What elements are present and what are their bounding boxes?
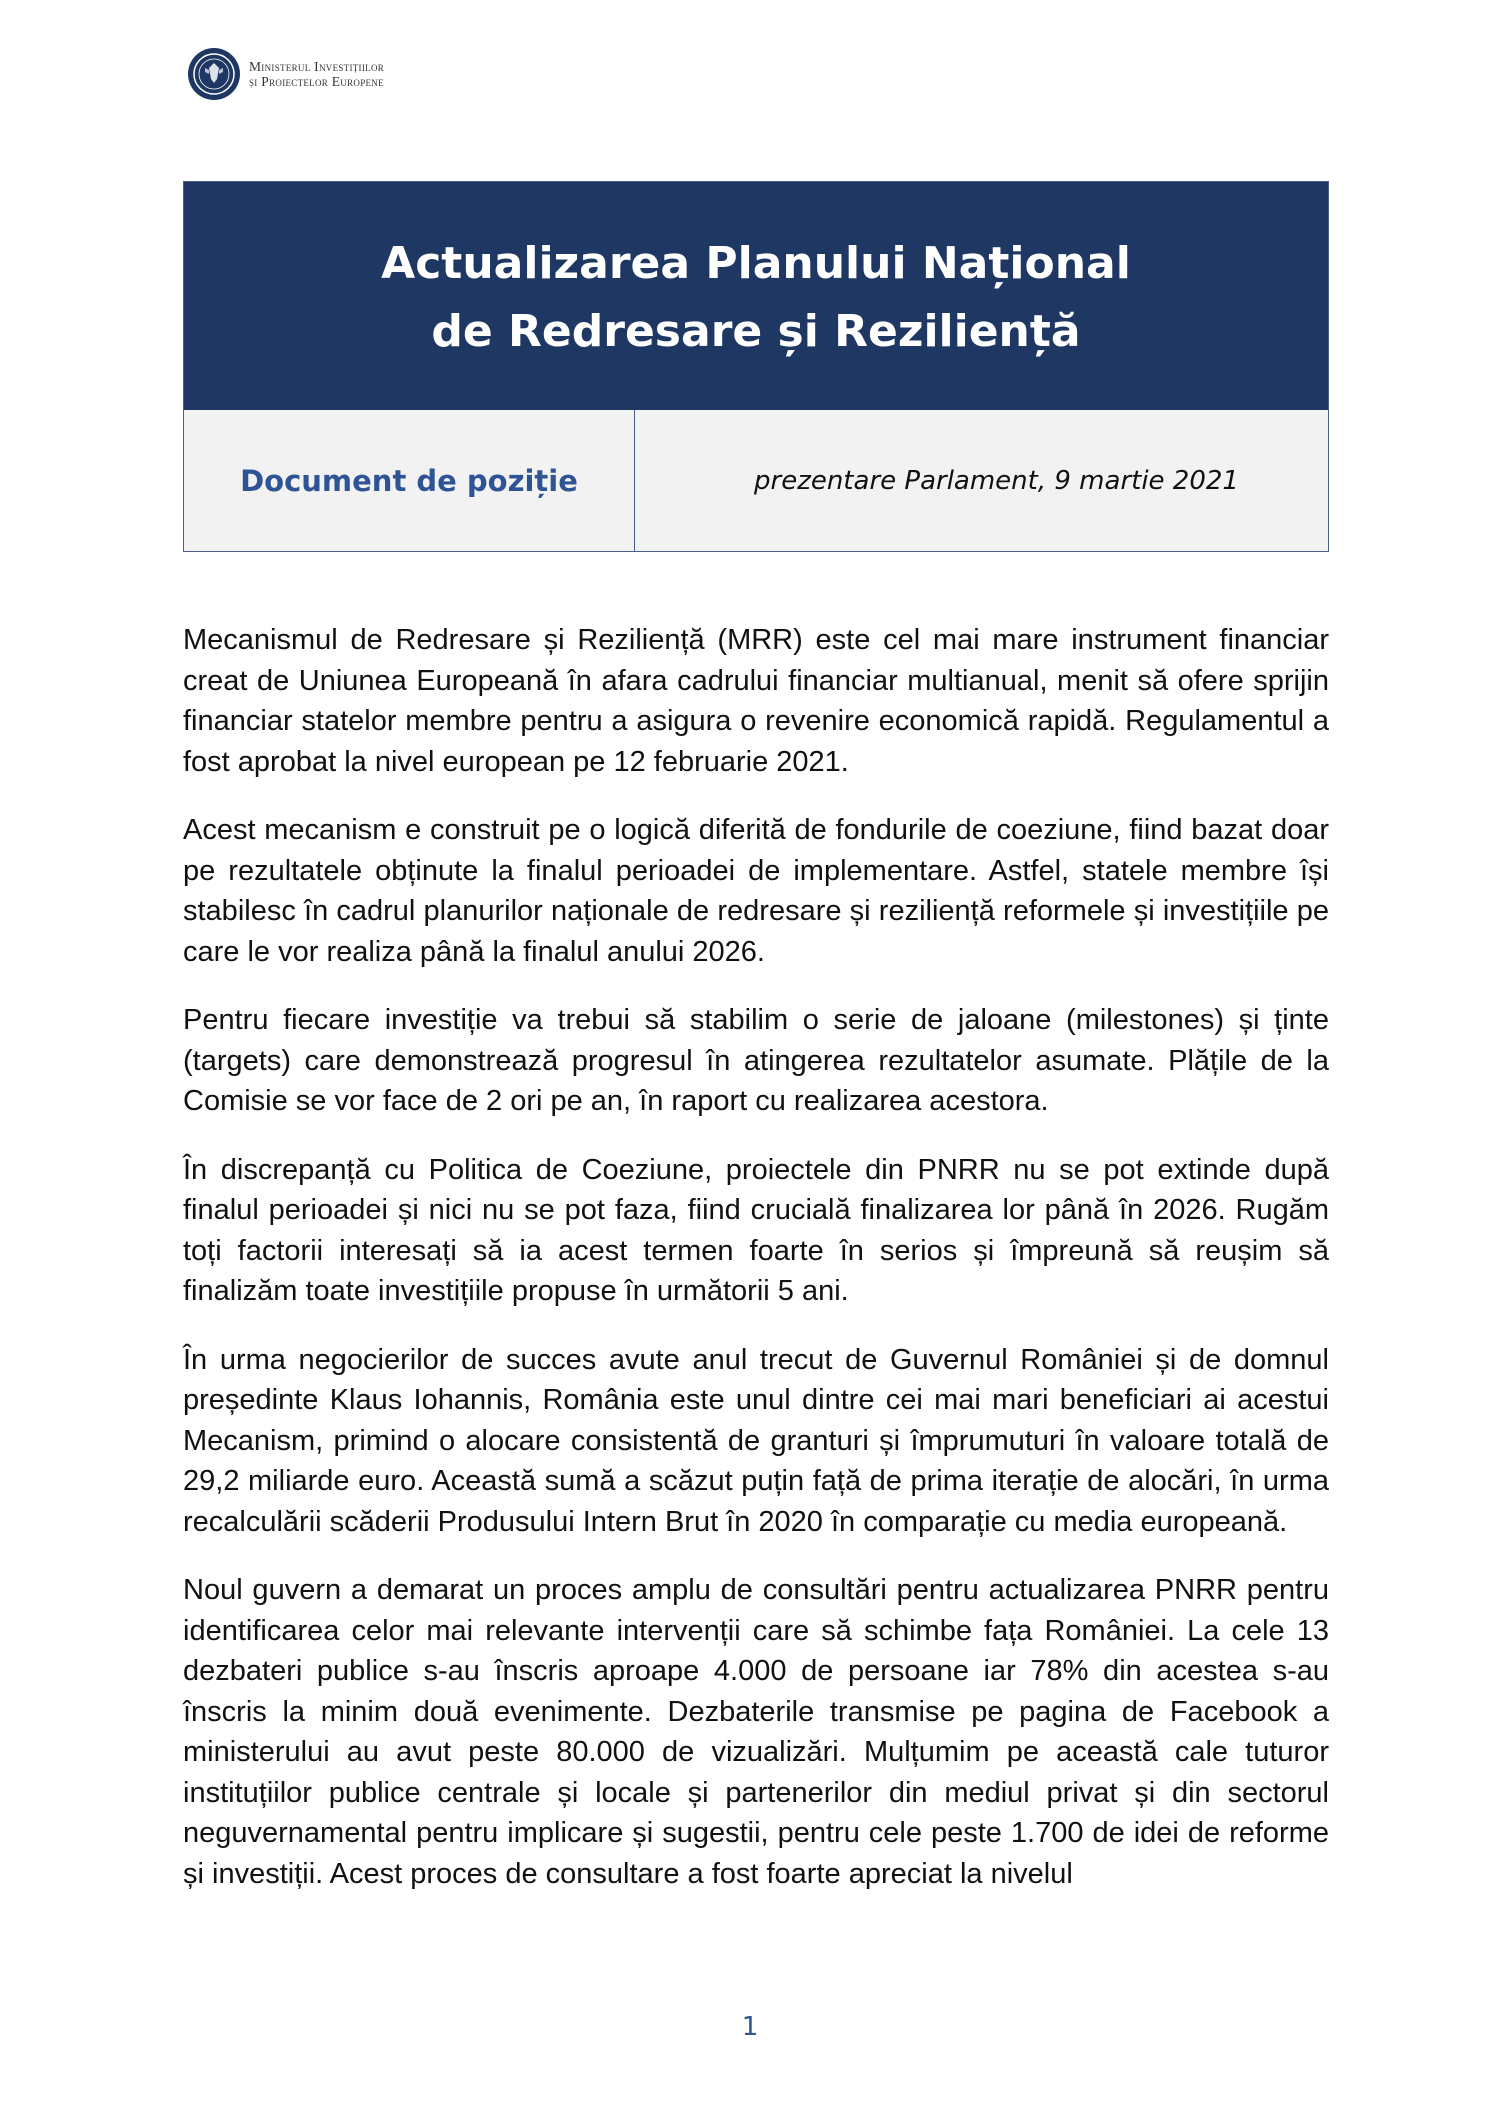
ministry-name: [249, 59, 384, 89]
subtitle-row: [184, 410, 1328, 551]
paragraph: Pentru fiecare investiție va trebui să stabilim o serie de jaloane (milestones) și ținte (targets) care demonstrează progresul în atingerea rezultatelor asumate. Plățile de la Comisie se vor face de 2 ori pe an, în raport cu realizarea acestora.: [183, 1004, 1329, 1117]
ministry-logo: [188, 48, 384, 100]
coat-of-arms-icon: [188, 48, 240, 100]
document-body: [183, 620, 1329, 1922]
paragraph: Noul guvern a demarat un proces amplu de consultări pentru actualizarea PNRR pentru identificarea celor mai relevante intervenții care să schimbe fața României. La cele 13 dezbateri publice s-au înscris aproape 4.000 de persoane iar 78% din acestea s-au înscris la minim două evenimente. Dezbaterile transmise pe pagina de Facebook a ministerului au avut peste 80.000 de vizualizări. Mulțumim pe această cale tuturor instituțiilor publice centrale și locale și partenerilor din mediul privat și din sectorul neguvernamental pentru implicare și sugestii, pentru cele peste 1.700 de idei de reforme și investiții. Acest proces de consultare a fost foarte apreciat la nivelul: [183, 1574, 1329, 1890]
presentation-info: prezentare Parlament, 9 martie 2021: [754, 465, 1239, 496]
paragraph: Mecanismul de Redresare și Reziliență (MRR) este cel mai mare instrument financiar creat de Uniunea Europeană în afara cadrului financiar multianual, menit să ofere sprijin financiar statelor membre pentru a asigura o revenire economică rapidă. Regulamentul a fost aprobat la nivel european pe 12 februarie 2021.: [183, 624, 1329, 778]
document-type: Document de poziție: [184, 410, 635, 551]
ministry-name-line2: și Proiectelor Europene: [249, 74, 384, 89]
title-line1: Actualizarea Planului Național: [381, 238, 1131, 289]
paragraph: Acest mecanism e construit pe o logică diferită de fondurile de coeziune, fiind bazat doar pe rezultatele obținute la finalul perioadei de implementare. Astfel, statele membre își stabilesc în cadrul planurilor naționale de redresare și reziliență reformele și investițiile pe care le vor realiza până la finalul anului 2026.: [183, 814, 1329, 968]
paragraph: În urma negocierilor de succes avute anul trecut de Guvernul României și de domnul președinte Klaus Iohannis, România este unul dintre cei mai mari beneficiari ai acestui Mecanism, primind o alocare consistentă de granturi și împrumuturi în valoare totală de 29,2 miliarde euro. Această sumă a scăzut puțin față de prima iterație de alocări, în urma recalculării scăderii Produsului Intern Brut în 2020 în comparație cu media europeană.: [183, 1343, 1329, 1538]
page-number: 1: [741, 2012, 759, 2042]
paragraph: În discrepanță cu Politica de Coeziune, proiectele din PNRR nu se pot extinde după finalul perioadei și nici nu se pot faza, fiind crucială finalizarea lor până în 2026. Rugăm toți factorii interesați să ia acest termen foarte în serios și împreună să reușim să finalizăm toate investițiile propuse în următorii 5 ani.: [183, 1153, 1329, 1307]
title-box: [183, 181, 1329, 552]
document-title: [184, 182, 1328, 410]
ministry-name-line1: Ministerul Investițiilor: [249, 59, 385, 74]
title-line2: de Redresare și Reziliență: [431, 306, 1081, 357]
